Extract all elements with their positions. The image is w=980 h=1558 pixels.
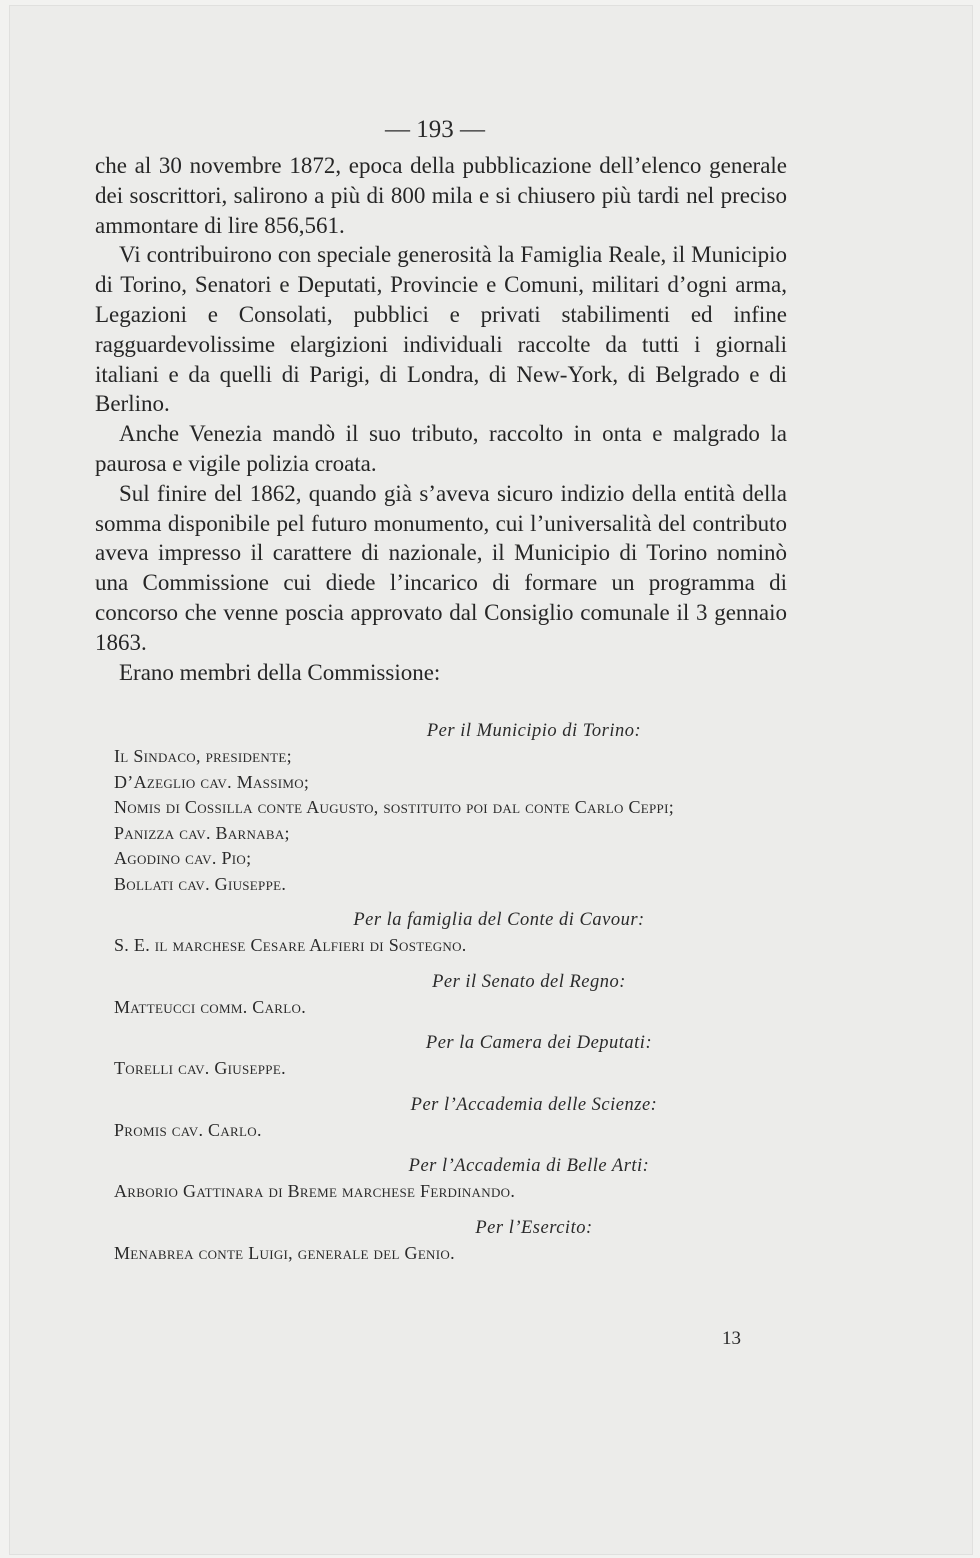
group-heading: Per la famiglia del Conte di Cavour: <box>353 910 645 930</box>
group-heading: Per l’Esercito: <box>475 1217 593 1238</box>
group-heading: Per il Municipio di Torino: <box>426 721 642 741</box>
group-heading: Per l’Accademia delle Scienze: <box>410 1094 658 1115</box>
member-entry: Torelli cav. Giuseppe. <box>114 1058 286 1078</box>
member-entry: Nomis di Cossilla conte Augusto, sostituito poi dal conte Carlo Ceppi; <box>114 797 674 817</box>
paragraph: Vi contribuirono con speciale generosità la Famiglia Reale, il Municipio di Torino, Senatori e Deputati, Provincie e Comuni, militari d’ogni arma, Legazioni e Consolati, pubblici e privati stabilimenti ed infine ragguardevolissime elargizioni individuali raccolte da tutti i giornali italiani e da quelli di Parigi, di Londra, di New-York, di Belgrado e di Berlino. <box>95 242 787 417</box>
member-entry: S. E. il marchese Cesare Alfieri di Sostegno. <box>114 935 467 955</box>
body-text <box>95 151 787 687</box>
signature-mark: 13 <box>722 1328 741 1349</box>
member-entry: D’Azeglio cav. Massimo; <box>114 771 310 792</box>
member-entry: Il Sindaco, presidente; <box>114 746 292 766</box>
book-page <box>10 6 972 1554</box>
member-entry: Bollati cav. Giuseppe. <box>114 873 287 894</box>
member-entry: Matteucci comm. Carlo. <box>114 996 307 1017</box>
member-entry: Agodino cav. Pio; <box>114 848 252 868</box>
paragraph: Erano membri della Commissione: <box>119 659 441 685</box>
member-entry: Panizza cav. Barnaba; <box>114 822 290 843</box>
member-entry: Arborio Gattinara di Breme marchese Ferdinando. <box>114 1181 516 1201</box>
member-entry: Menabrea conte Luigi, generale del Genio. <box>114 1242 455 1263</box>
paragraph: che al 30 novembre 1872, epoca della pubblicazione dell’elenco generale dei soscrittori, salirono a più di 800 mila e si chiusero più tardi nel preciso ammontare di lire 856,561. <box>95 153 787 238</box>
group-heading: Per l’Accademia di Belle Arti: <box>408 1156 650 1176</box>
commission-members-list <box>114 718 804 1266</box>
group-heading: Per il Senato del Regno: <box>432 971 626 992</box>
paragraph: Sul finire del 1862, quando già s’aveva sicuro indizio della entità della somma disponibile pel futuro monumento, cui l’universalità del contributo aveva impresso il carattere di nazionale, il Municipio di Torino nominò una Commissione cui diede l’incarico di formare un programma di concorso che venne poscia approvato dal Consiglio comunale il 3 gennaio 1863. <box>95 480 787 655</box>
page-number: — 193 — <box>385 116 485 143</box>
member-entry: Promis cav. Carlo. <box>114 1119 262 1140</box>
group-heading: Per la Camera dei Deputati: <box>425 1033 653 1053</box>
paragraph: Anche Venezia mandò il suo tributo, raccolto in onta e malgrado la paurosa e vigile polizia croata. <box>95 421 787 476</box>
